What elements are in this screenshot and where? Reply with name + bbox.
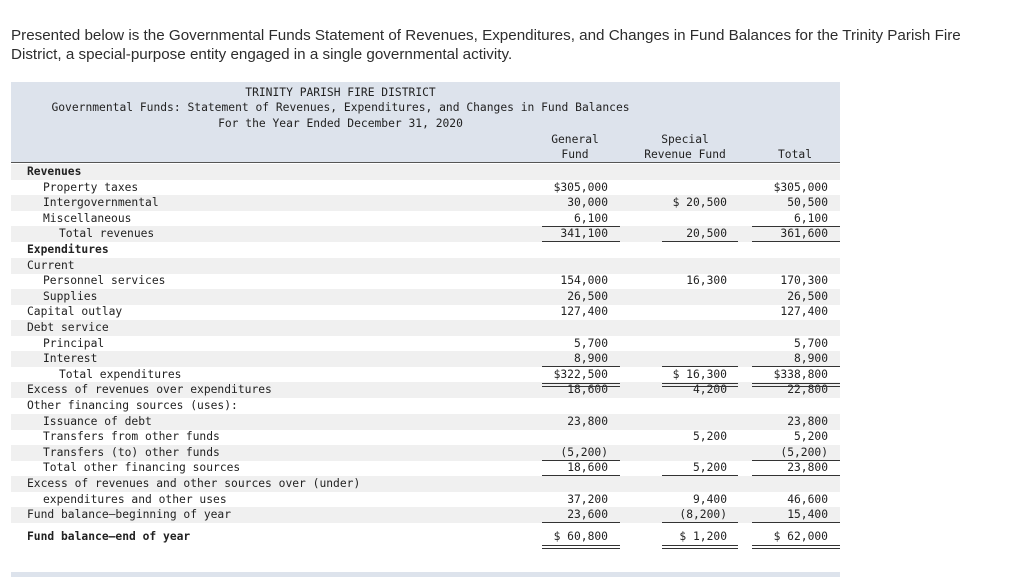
row-band [11, 320, 840, 336]
column-header-total: Total [777, 148, 812, 161]
row-label: Fund balance—end of year [27, 530, 191, 543]
total-value: 46,600 [787, 493, 828, 506]
row-label: Personnel services [43, 274, 166, 287]
special-revenue-value: $ 16,300 [672, 368, 727, 381]
row-label: Interest [43, 352, 98, 365]
total-value: $305,000 [773, 181, 828, 194]
entity-name: TRINITY PARISH FIRE DISTRICT [245, 86, 436, 99]
double-underline [752, 383, 840, 387]
total-value: 50,500 [787, 196, 828, 209]
column-header-special-line1: Special [661, 133, 709, 146]
single-underline [542, 226, 620, 227]
special-revenue-value: 5,200 [692, 430, 727, 443]
row-label: Debt service [27, 321, 109, 334]
total-value: 170,300 [780, 274, 828, 287]
total-value: 5,700 [793, 337, 828, 350]
intro-paragraph: Presented below is the Governmental Funds Statement of Revenues, Expenditures, and Changes in Fund Balances for the Trinity Parish Fire District, a special-purpose entity engaged in a single governmental activity. [11, 27, 961, 63]
statement-period: For the Year Ended December 31, 2020 [218, 117, 463, 130]
general-fund-value: $ 60,800 [553, 530, 608, 543]
row-label: Issuance of debt [43, 415, 152, 428]
total-value: 15,400 [787, 508, 828, 521]
row-label: Excess of revenues over expenditures [27, 383, 272, 396]
general-fund-value: (5,200) [560, 446, 608, 459]
special-revenue-value: $ 20,500 [672, 196, 727, 209]
column-header-general-line1: General [551, 133, 599, 146]
row-label: Transfers (to) other funds [43, 446, 220, 459]
general-fund-value: 8,900 [573, 352, 608, 365]
statement-title: Governmental Funds: Statement of Revenues, Expenditures, and Changes in Fund Balances [51, 101, 630, 114]
double-underline [542, 383, 620, 387]
total-value: 361,600 [780, 227, 828, 240]
total-value: 23,800 [787, 415, 828, 428]
double-underline [662, 383, 738, 387]
financial-statement [11, 82, 840, 552]
special-revenue-value: 16,300 [686, 274, 727, 287]
total-value: $ 62,000 [773, 530, 828, 543]
total-value: 26,500 [787, 290, 828, 303]
special-revenue-value: 20,500 [686, 227, 727, 240]
row-label: Fund balance—beginning of year [27, 508, 232, 521]
general-fund-value: $305,000 [553, 181, 608, 194]
column-header-general-line2: Fund [561, 148, 589, 161]
row-label: Expenditures [27, 243, 109, 256]
single-underline [752, 366, 840, 367]
general-fund-value: 154,000 [560, 274, 608, 287]
total-value: 6,100 [793, 212, 828, 225]
special-revenue-value: 9,400 [692, 493, 727, 506]
row-label: Total other financing sources [43, 461, 241, 474]
single-underline [542, 475, 620, 476]
row-label: Revenues [27, 165, 82, 178]
general-fund-value: 6,100 [573, 212, 608, 225]
total-value: (5,200) [780, 446, 828, 459]
single-underline [752, 460, 840, 461]
general-fund-value: 18,600 [567, 383, 608, 396]
header-rule [11, 162, 840, 163]
row-label: Total revenues [59, 227, 155, 240]
single-underline [542, 366, 620, 367]
row-band [11, 351, 840, 367]
double-underline [542, 545, 620, 549]
double-underline [752, 545, 840, 549]
general-fund-value: 23,600 [567, 508, 608, 521]
general-fund-value: 18,600 [567, 461, 608, 474]
general-fund-value: 341,100 [560, 227, 608, 240]
special-revenue-value: (8,200) [679, 508, 727, 521]
row-label: Supplies [43, 290, 98, 303]
special-revenue-value: 5,200 [692, 461, 727, 474]
single-underline [542, 522, 620, 523]
general-fund-value: 37,200 [567, 493, 608, 506]
general-fund-value: $322,500 [553, 368, 608, 381]
row-label: Intergovernmental [43, 196, 159, 209]
row-band [11, 289, 840, 305]
total-value: $338,800 [773, 368, 828, 381]
total-value: 127,400 [780, 305, 828, 318]
single-underline [752, 522, 840, 523]
total-value: 22,800 [787, 383, 828, 396]
general-fund-value: 5,700 [573, 337, 608, 350]
single-underline [542, 241, 620, 242]
row-label: Total expenditures [59, 368, 182, 381]
single-underline [662, 475, 738, 476]
row-label: Principal [43, 337, 105, 350]
general-fund-value: 23,800 [567, 415, 608, 428]
general-fund-value: 30,000 [567, 196, 608, 209]
single-underline [662, 366, 738, 367]
row-label: Current [27, 259, 75, 272]
special-revenue-value: 4,200 [692, 383, 727, 396]
single-underline [752, 226, 840, 227]
total-value: 8,900 [793, 352, 828, 365]
single-underline [662, 241, 738, 242]
row-band [11, 258, 840, 274]
row-label: Transfers from other funds [43, 430, 220, 443]
total-value: 5,200 [793, 430, 828, 443]
row-label: expenditures and other uses [43, 493, 227, 506]
bottom-bar [11, 572, 840, 577]
total-value: 23,800 [787, 461, 828, 474]
double-underline [662, 545, 738, 549]
row-label: Excess of revenues and other sources over (under) [27, 477, 361, 490]
row-label: Capital outlay [27, 305, 123, 318]
row-band [11, 164, 840, 180]
special-revenue-value: $ 1,200 [679, 530, 727, 543]
single-underline [752, 241, 840, 242]
row-label: Miscellaneous [43, 212, 132, 225]
row-label: Property taxes [43, 181, 139, 194]
column-header-special-line2: Revenue Fund [644, 148, 726, 161]
general-fund-value: 127,400 [560, 305, 608, 318]
single-underline [662, 522, 738, 523]
single-underline [542, 460, 620, 461]
single-underline [752, 475, 840, 476]
general-fund-value: 26,500 [567, 290, 608, 303]
row-label: Other financing sources (uses): [27, 399, 238, 412]
